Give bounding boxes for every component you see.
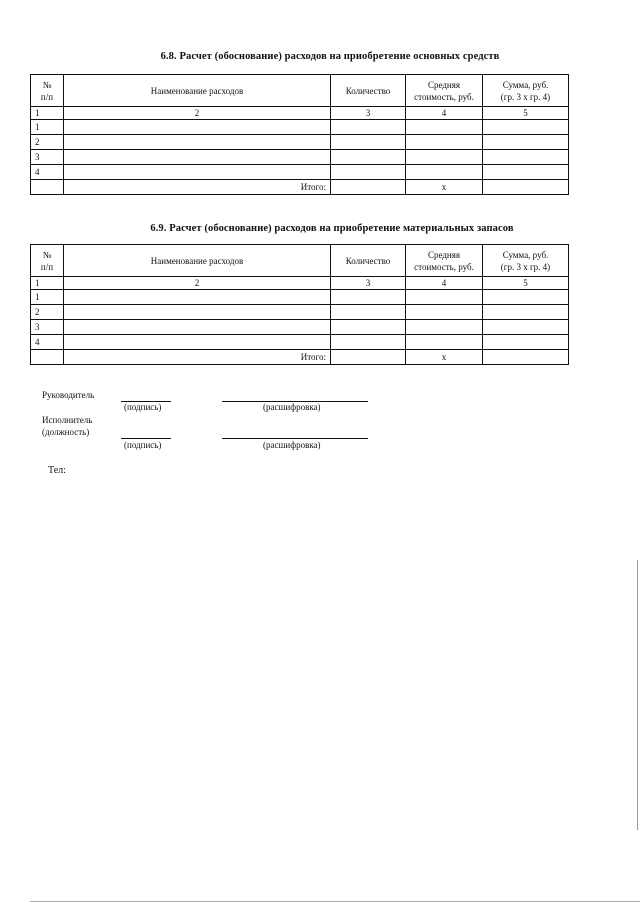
total-label: Итого: <box>64 350 331 365</box>
section-title-fixed-assets: 6.8. Расчет (обоснование) расходов на приобретение основных средств <box>160 51 500 62</box>
total-sum-cell[interactable] <box>483 350 569 365</box>
column-number: 5 <box>483 107 569 120</box>
table-row <box>31 120 569 135</box>
total-empty-cell <box>31 180 64 195</box>
table-row <box>31 320 569 335</box>
quantity-cell[interactable] <box>331 120 406 135</box>
quantity-cell[interactable] <box>331 320 406 335</box>
header-quantity: Количество <box>331 75 406 107</box>
scan-edge-line <box>637 560 638 830</box>
row-number: 4 <box>31 335 64 350</box>
executor-signature-caption: (подпись) <box>124 440 162 450</box>
expense-name-cell[interactable] <box>64 305 331 320</box>
executor-signature-line[interactable] <box>121 438 171 439</box>
table-header-row <box>31 75 569 107</box>
sum-cell[interactable] <box>483 305 569 320</box>
table-row <box>31 290 569 305</box>
average-cost-cell[interactable] <box>406 305 483 320</box>
executor-decoding-line[interactable] <box>222 438 368 439</box>
sum-cell[interactable] <box>483 120 569 135</box>
average-cost-cell[interactable] <box>406 290 483 305</box>
quantity-cell[interactable] <box>331 290 406 305</box>
header-expense-name: Наименование расходов <box>64 245 331 277</box>
quantity-cell[interactable] <box>331 305 406 320</box>
sum-cell[interactable] <box>483 290 569 305</box>
table-row <box>31 135 569 150</box>
average-cost-cell[interactable] <box>406 335 483 350</box>
column-number: 2 <box>64 107 331 120</box>
row-number: 4 <box>31 165 64 180</box>
total-row <box>31 180 569 195</box>
quantity-cell[interactable] <box>331 135 406 150</box>
total-quantity-cell[interactable] <box>331 180 406 195</box>
expense-name-cell[interactable] <box>64 290 331 305</box>
header-average-cost: Средняя стоимость, руб. <box>406 75 483 107</box>
table-row <box>31 165 569 180</box>
section-title-material-stocks: 6.9. Расчет (обоснование) расходов на приобретение материальных запасов <box>150 223 514 234</box>
sum-cell[interactable] <box>483 150 569 165</box>
sum-cell[interactable] <box>483 165 569 180</box>
row-number: 1 <box>31 120 64 135</box>
sum-cell[interactable] <box>483 335 569 350</box>
sum-cell[interactable] <box>483 320 569 335</box>
column-number: 3 <box>331 277 406 290</box>
total-empty-cell <box>31 350 64 365</box>
row-number: 1 <box>31 290 64 305</box>
scan-bottom-line <box>30 901 640 902</box>
total-average-cost-mark: х <box>406 180 483 195</box>
expense-name-cell[interactable] <box>64 120 331 135</box>
expense-name-cell[interactable] <box>64 150 331 165</box>
row-number: 2 <box>31 305 64 320</box>
table-header-row <box>31 245 569 277</box>
column-numbers-row <box>31 107 569 120</box>
phone-label: Тел: <box>48 465 66 476</box>
average-cost-cell[interactable] <box>406 165 483 180</box>
row-number: 2 <box>31 135 64 150</box>
average-cost-cell[interactable] <box>406 320 483 335</box>
fixed-assets-table <box>30 74 569 195</box>
average-cost-cell[interactable] <box>406 150 483 165</box>
executor-label: Исполнитель (должность) <box>42 415 93 437</box>
head-label: Руководитель <box>42 390 95 400</box>
column-number: 1 <box>31 277 64 290</box>
table-row <box>31 305 569 320</box>
table-row <box>31 150 569 165</box>
material-stocks-table <box>30 244 569 365</box>
quantity-cell[interactable] <box>331 150 406 165</box>
header-sum: Сумма, руб. (гр. 3 х гр. 4) <box>483 75 569 107</box>
column-numbers-row <box>31 277 569 290</box>
header-number: № п/п <box>31 75 64 107</box>
header-average-cost: Средняя стоимость, руб. <box>406 245 483 277</box>
row-number: 3 <box>31 150 64 165</box>
quantity-cell[interactable] <box>331 335 406 350</box>
row-number: 3 <box>31 320 64 335</box>
header-number: № п/п <box>31 245 64 277</box>
executor-decoding-caption: (расшифровка) <box>263 440 321 450</box>
sum-cell[interactable] <box>483 135 569 150</box>
expense-name-cell[interactable] <box>64 335 331 350</box>
header-sum: Сумма, руб. (гр. 3 х гр. 4) <box>483 245 569 277</box>
header-quantity: Количество <box>331 245 406 277</box>
expense-name-cell[interactable] <box>64 165 331 180</box>
column-number: 3 <box>331 107 406 120</box>
total-average-cost-mark: х <box>406 350 483 365</box>
quantity-cell[interactable] <box>331 165 406 180</box>
header-expense-name: Наименование расходов <box>64 75 331 107</box>
head-signature-caption: (подпись) <box>124 402 162 412</box>
column-number: 4 <box>406 277 483 290</box>
expense-name-cell[interactable] <box>64 135 331 150</box>
column-number: 5 <box>483 277 569 290</box>
total-label: Итого: <box>64 180 331 195</box>
total-sum-cell[interactable] <box>483 180 569 195</box>
table-row <box>31 335 569 350</box>
average-cost-cell[interactable] <box>406 135 483 150</box>
total-row <box>31 350 569 365</box>
expense-name-cell[interactable] <box>64 320 331 335</box>
column-number: 4 <box>406 107 483 120</box>
head-decoding-caption: (расшифровка) <box>263 402 321 412</box>
total-quantity-cell[interactable] <box>331 350 406 365</box>
column-number: 2 <box>64 277 331 290</box>
column-number: 1 <box>31 107 64 120</box>
average-cost-cell[interactable] <box>406 120 483 135</box>
